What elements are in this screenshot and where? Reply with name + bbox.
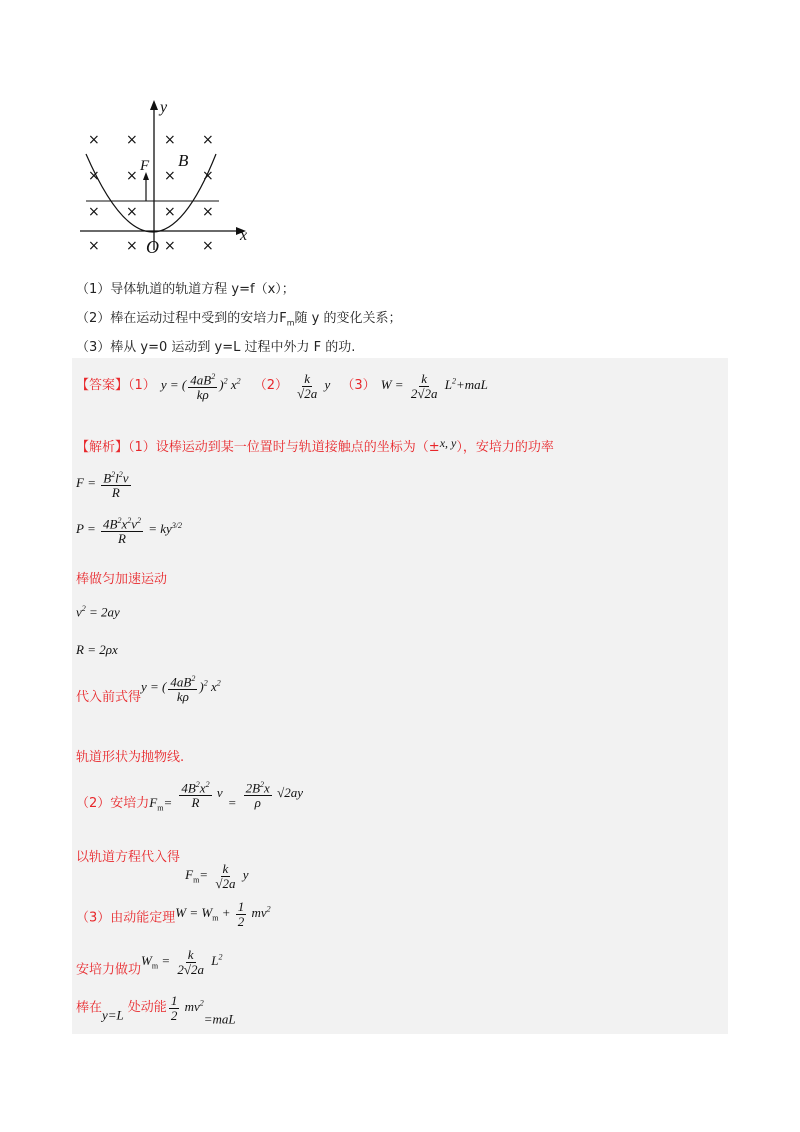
uniform-accel-text: 棒做匀加速运动 [76, 572, 168, 587]
parabola-text: 轨道形状为抛物线. [76, 750, 185, 765]
svg-text:×: × [126, 238, 138, 254]
kinetic-energy-line: 棒在$_{y=L}$ 处动能 $\frac{1}{2}$ $mv^2_{=maL}$ [76, 993, 236, 1027]
eq-resistance: R = 2ρx [76, 642, 118, 657]
svg-text:×: × [126, 132, 138, 148]
y-axis-label: y [160, 99, 168, 116]
svg-text:×: × [164, 168, 176, 184]
question-2: （2）棒在运动过程中受到的安培力$F_m$随 y 的变化关系； [76, 311, 402, 328]
svg-text:×: × [164, 238, 176, 254]
x-axis-label: x [240, 227, 248, 244]
cross-marks [88, 132, 214, 254]
svg-text:×: × [126, 168, 138, 184]
question-3: （3）棒从 y=0 运动到 y=L 过程中外力 F 的功. [76, 340, 356, 355]
svg-text:×: × [88, 168, 100, 184]
svg-text:×: × [202, 204, 214, 220]
ampere-work-line: $_{安培力做功}W_m$ = $\frac{k}{2√2a}$ $L^2$ [76, 947, 223, 978]
question-1: （1）导体轨道的轨道方程 y=f（x）； [76, 282, 295, 297]
analysis-label: 【解析】 [76, 440, 129, 455]
svg-text:×: × [202, 132, 214, 148]
svg-text:×: × [202, 238, 214, 254]
svg-text:×: × [88, 132, 100, 148]
answer-label: 【答案】 [76, 378, 129, 394]
svg-text:×: × [164, 204, 176, 220]
track-substitution-line: 以轨道方程代入得 $_{F_m= \frac{k}{√2a} y}$ [76, 850, 249, 891]
ampere-force-line: $_{(2)安培力F_m=}$ $\frac{4B^2x^2}{R}$ v $_=$ $\frac{2B^2x}{\rho}$ √2ay [76, 780, 303, 813]
svg-text:×: × [88, 204, 100, 220]
kinetic-theorem-line: （3）由动能定理$^{W = W_m + \frac{1}{2} mv^2}$ [76, 899, 271, 929]
field-label: B [178, 151, 189, 170]
svg-text:×: × [88, 238, 100, 254]
eq-power: P = $\frac{4B^2x^2v^2}{R}$ = $ky^{3/2}$ [76, 516, 183, 547]
force-label: F [140, 158, 150, 174]
field-diagram [76, 98, 256, 256]
svg-text:×: × [164, 132, 176, 148]
substitute-line: $_{代入前式得}$y = ( $\frac{4aB^2}{k\rho}$ )$^2$ $x^2$ [76, 674, 221, 706]
analysis-intro: 【解析】（1）设棒运动到某一位置时与轨道接触点的坐标为（±$^{x, y}$），安培力的功率 [76, 436, 554, 455]
svg-text:×: × [126, 204, 138, 220]
eq-velocity: $v^2 = 2ay$ [76, 604, 120, 620]
origin-label: O [146, 237, 159, 256]
eq-force: F = $\frac{B^2l^2v}{R}$ [76, 470, 129, 501]
svg-text:×: × [202, 168, 214, 184]
answer-line: 【答案】（1） y = ( $\frac{4aB^2}{k\rho}$ )$^2$ $x^2$ （2） $\frac{k}{√2a}$ y （3） W = $\frac{k}{2√2a}$ $L^2+maL$ [76, 370, 488, 403]
